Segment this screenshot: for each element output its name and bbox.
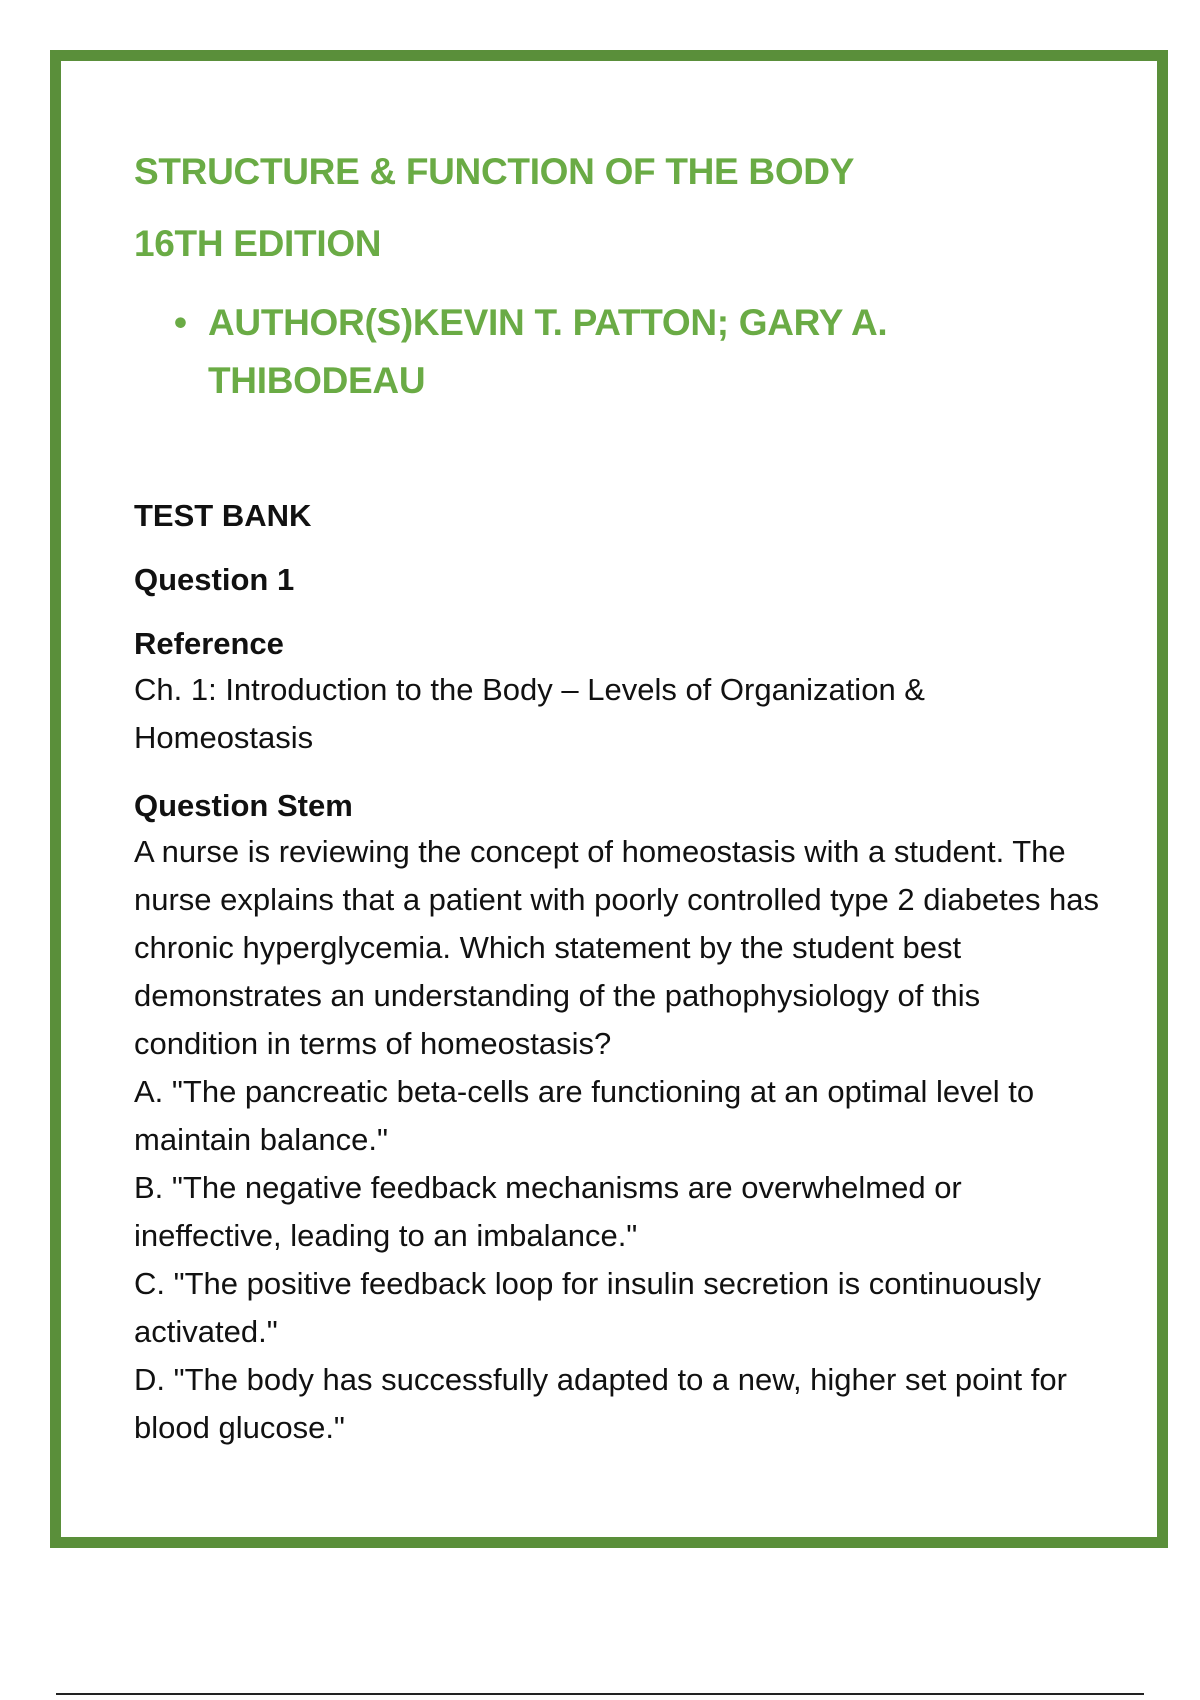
document-content <box>134 150 1104 1452</box>
answer-option-b: B. "The negative feedback mechanisms are overwhelmed or ineffective, leading to an imbalance." <box>134 1170 962 1253</box>
question-stem-text: A nurse is reviewing the concept of homeostasis with a student. The nurse explains that a patient with poorly controlled type 2 diabetes has chronic hyperglycemia. Which statement by the student best demonstrates an understanding of the pathophysiology of this condition in terms of homeostasis? <box>134 834 1100 1061</box>
reference-text: Ch. 1: Introduction to the Body – Levels of Organization & Homeostasis <box>134 672 925 755</box>
answer-option-d: D. "The body has successfully adapted to a new, higher set point for blood glucose." <box>134 1362 1067 1445</box>
book-title: STRUCTURE & FUNCTION OF THE BODY <box>134 151 855 192</box>
question-stem-label: Question Stem <box>134 788 353 823</box>
section-heading: TEST BANK <box>134 498 312 533</box>
answer-option-a: A. "The pancreatic beta-cells are functioning at an optimal level to maintain balance." <box>134 1074 1035 1157</box>
answer-option-c: C. "The positive feedback loop for insulin secretion is continuously activated." <box>134 1266 1042 1349</box>
footer-divider <box>56 1693 1144 1695</box>
bullet-icon: • <box>174 302 187 343</box>
reference-label: Reference <box>134 626 284 661</box>
question-number: Question 1 <box>134 562 295 597</box>
author-list-item <box>174 294 1104 410</box>
book-edition: 16TH EDITION <box>134 223 382 264</box>
book-authors: AUTHOR(S)KEVIN T. PATTON; GARY A. THIBODEAU <box>208 302 888 401</box>
